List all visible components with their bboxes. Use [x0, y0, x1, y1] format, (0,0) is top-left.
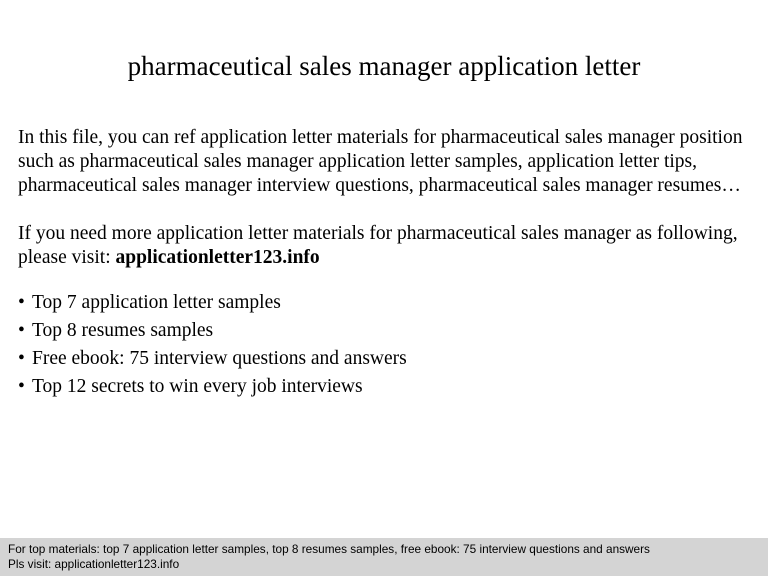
materials-list [18, 289, 758, 401]
footer-line-visit: Pls visit: applicationletter123.info [8, 557, 180, 571]
slide-title: pharmaceutical sales manager application letter [127, 51, 641, 81]
bullet-icon: • [18, 320, 25, 341]
bullet-icon: • [18, 376, 25, 397]
list-item [18, 373, 758, 401]
list-item-text: Top 12 secrets to win every job interviews [32, 376, 363, 397]
list-item-text: Top 7 application letter samples [32, 292, 281, 313]
list-item [18, 289, 758, 317]
slide-body [18, 126, 758, 401]
visit-paragraph-text: If you need more application letter materials for pharmaceutical sales manager as following, please visit: [18, 223, 738, 268]
intro-paragraph: In this file, you can ref application letter materials for pharmaceutical sales manager position such as pharmaceutical sales manager application letter samples, application letter tips, pharmaceutical sales manager interview questions, pharmaceutical sales manager resumes… [18, 127, 743, 196]
website-link[interactable]: applicationletter123.info [115, 247, 320, 268]
list-item-text: Free ebook: 75 interview questions and answers [32, 348, 407, 369]
bullet-icon: • [18, 348, 25, 369]
list-item [18, 317, 758, 345]
bullet-icon: • [18, 292, 25, 313]
footer-banner [0, 538, 768, 576]
footer-line-materials: For top materials: top 7 application letter samples, top 8 resumes samples, free ebook: 75 interview questions and answers [8, 542, 650, 556]
visit-paragraph [18, 222, 758, 270]
list-item [18, 345, 758, 373]
list-item-text: Top 8 resumes samples [32, 320, 214, 341]
